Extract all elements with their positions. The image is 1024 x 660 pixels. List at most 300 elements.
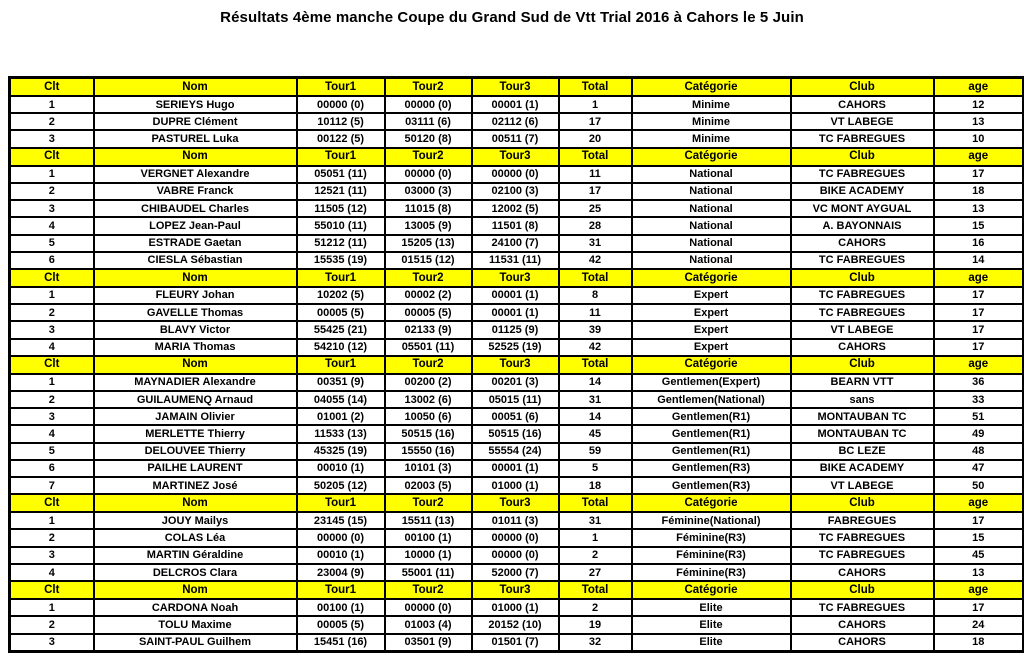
cell-clt: 1 [10,374,94,391]
cell-club: CAHORS [791,96,934,113]
cell-total: 31 [559,391,632,408]
cell-tour3: 00001 (1) [472,304,559,321]
cell-tour1: 11533 (13) [297,425,385,442]
cell-tour1: 00000 (0) [297,96,385,113]
cell-tour3: 00201 (3) [472,374,559,391]
column-header-age: age [934,78,1024,97]
table-row [10,634,1024,652]
cell-categorie: Minime [632,96,791,113]
cell-tour1: 00005 (5) [297,304,385,321]
cell-clt: 3 [10,547,94,564]
cell-tour1: 15451 (16) [297,634,385,652]
cell-clt: 6 [10,460,94,477]
column-header-club: Club [791,581,934,599]
column-header-age: age [934,269,1024,287]
cell-total: 11 [559,166,632,183]
cell-age: 49 [934,425,1024,442]
cell-tour2: 15205 (13) [385,235,472,252]
cell-club: BIKE ACADEMY [791,183,934,200]
cell-total: 17 [559,183,632,200]
cell-total: 28 [559,217,632,234]
column-header-nom: Nom [94,78,297,97]
cell-tour2: 15550 (16) [385,443,472,460]
cell-age: 45 [934,547,1024,564]
cell-tour1: 00010 (1) [297,547,385,564]
cell-clt: 5 [10,235,94,252]
column-header-nom: Nom [94,356,297,374]
cell-tour3: 01011 (3) [472,512,559,529]
table-row [10,130,1024,147]
cell-clt: 7 [10,477,94,494]
table-row [10,391,1024,408]
cell-nom: MAYNADIER Alexandre [94,374,297,391]
cell-tour1: 23145 (15) [297,512,385,529]
cell-total: 5 [559,460,632,477]
cell-total: 14 [559,374,632,391]
cell-total: 1 [559,529,632,546]
cell-nom: COLAS Léa [94,529,297,546]
page-title: Résultats 4ème manche Coupe du Grand Sud de Vtt Trial 2016 à Cahors le 5 Juin [220,9,804,26]
column-header-clt: Clt [10,148,94,166]
table-row [10,113,1024,130]
cell-club: CAHORS [791,339,934,356]
column-header-tour2: Tour2 [385,356,472,374]
cell-total: 31 [559,512,632,529]
table-row [10,408,1024,425]
cell-total: 32 [559,634,632,652]
cell-categorie: Gentlemen(National) [632,391,791,408]
cell-categorie: Expert [632,321,791,338]
cell-total: 8 [559,287,632,304]
cell-tour2: 50120 (8) [385,130,472,147]
cell-clt: 1 [10,287,94,304]
cell-tour3: 00000 (0) [472,166,559,183]
cell-clt: 2 [10,391,94,408]
section-header-row [10,78,1024,97]
cell-categorie: Gentlemen(Expert) [632,374,791,391]
cell-club: TC FABREGUES [791,252,934,269]
cell-total: 14 [559,408,632,425]
cell-age: 12 [934,96,1024,113]
cell-club: BEARN VTT [791,374,934,391]
cell-total: 45 [559,425,632,442]
cell-tour3: 52000 (7) [472,564,559,581]
cell-age: 17 [934,512,1024,529]
cell-nom: BLAVY Victor [94,321,297,338]
column-header-categorie: Catégorie [632,356,791,374]
section-header-row [10,269,1024,287]
cell-club: A. BAYONNAIS [791,217,934,234]
cell-categorie: Féminine(R3) [632,529,791,546]
section-header-row [10,148,1024,166]
cell-tour2: 02003 (5) [385,477,472,494]
cell-total: 2 [559,599,632,616]
cell-tour2: 03000 (3) [385,183,472,200]
cell-club: CAHORS [791,616,934,633]
cell-age: 18 [934,634,1024,652]
cell-categorie: National [632,252,791,269]
cell-tour1: 55010 (11) [297,217,385,234]
cell-club: FABREGUES [791,512,934,529]
cell-categorie: Féminine(R3) [632,547,791,564]
cell-clt: 4 [10,564,94,581]
results-table-body [10,78,1024,652]
cell-total: 27 [559,564,632,581]
cell-categorie: National [632,183,791,200]
column-header-tour2: Tour2 [385,581,472,599]
cell-tour3: 55554 (24) [472,443,559,460]
cell-nom: SAINT-PAUL Guilhem [94,634,297,652]
cell-nom: JOUY Mailys [94,512,297,529]
cell-nom: CIESLA Sébastian [94,252,297,269]
cell-total: 1 [559,96,632,113]
column-header-total: Total [559,581,632,599]
table-row [10,96,1024,113]
cell-categorie: Expert [632,304,791,321]
cell-categorie: National [632,166,791,183]
cell-tour2: 55001 (11) [385,564,472,581]
cell-tour3: 01125 (9) [472,321,559,338]
cell-tour1: 00000 (0) [297,529,385,546]
cell-nom: PAILHE LAURENT [94,460,297,477]
cell-tour1: 10202 (5) [297,287,385,304]
table-row [10,252,1024,269]
table-row [10,183,1024,200]
cell-club: MONTAUBAN TC [791,425,934,442]
cell-clt: 4 [10,339,94,356]
column-header-total: Total [559,356,632,374]
cell-age: 24 [934,616,1024,633]
cell-categorie: Gentlemen(R3) [632,477,791,494]
cell-nom: LOPEZ Jean-Paul [94,217,297,234]
cell-tour3: 02100 (3) [472,183,559,200]
cell-age: 36 [934,374,1024,391]
cell-clt: 2 [10,616,94,633]
cell-tour3: 52525 (19) [472,339,559,356]
cell-tour3: 11531 (11) [472,252,559,269]
cell-tour2: 00000 (0) [385,166,472,183]
column-header-tour1: Tour1 [297,581,385,599]
cell-club: CAHORS [791,564,934,581]
cell-total: 59 [559,443,632,460]
column-header-age: age [934,494,1024,512]
column-header-clt: Clt [10,356,94,374]
table-row [10,304,1024,321]
cell-clt: 4 [10,217,94,234]
column-header-club: Club [791,494,934,512]
cell-clt: 4 [10,425,94,442]
cell-age: 10 [934,130,1024,147]
cell-club: TC FABREGUES [791,599,934,616]
cell-club: TC FABREGUES [791,547,934,564]
column-header-age: age [934,356,1024,374]
cell-nom: MERLETTE Thierry [94,425,297,442]
cell-categorie: Gentlemen(R1) [632,408,791,425]
section-header-row [10,494,1024,512]
cell-categorie: National [632,217,791,234]
column-header-categorie: Catégorie [632,148,791,166]
cell-total: 42 [559,339,632,356]
cell-tour2: 03501 (9) [385,634,472,652]
column-header-categorie: Catégorie [632,269,791,287]
cell-tour2: 05501 (11) [385,339,472,356]
cell-club: CAHORS [791,235,934,252]
cell-nom: MARTINEZ José [94,477,297,494]
column-header-tour3: Tour3 [472,356,559,374]
column-header-age: age [934,581,1024,599]
cell-tour3: 00001 (1) [472,460,559,477]
cell-clt: 1 [10,599,94,616]
cell-categorie: Féminine(National) [632,512,791,529]
cell-tour1: 10112 (5) [297,113,385,130]
cell-nom: FLEURY Johan [94,287,297,304]
table-row [10,564,1024,581]
column-header-tour1: Tour1 [297,78,385,97]
cell-tour3: 24100 (7) [472,235,559,252]
cell-tour2: 00100 (1) [385,529,472,546]
cell-clt: 1 [10,166,94,183]
cell-categorie: Minime [632,130,791,147]
cell-age: 14 [934,252,1024,269]
cell-tour1: 50205 (12) [297,477,385,494]
cell-tour2: 10050 (6) [385,408,472,425]
cell-tour3: 05015 (11) [472,391,559,408]
cell-categorie: National [632,200,791,217]
cell-club: MONTAUBAN TC [791,408,934,425]
column-header-nom: Nom [94,148,297,166]
column-header-clt: Clt [10,78,94,97]
cell-age: 17 [934,599,1024,616]
cell-nom: GAVELLE Thomas [94,304,297,321]
cell-total: 31 [559,235,632,252]
column-header-categorie: Catégorie [632,494,791,512]
cell-age: 51 [934,408,1024,425]
table-row [10,460,1024,477]
column-header-total: Total [559,494,632,512]
cell-tour1: 00122 (5) [297,130,385,147]
table-row [10,287,1024,304]
cell-nom: CHIBAUDEL Charles [94,200,297,217]
cell-tour1: 12521 (11) [297,183,385,200]
cell-clt: 6 [10,252,94,269]
column-header-tour1: Tour1 [297,494,385,512]
cell-tour2: 00000 (0) [385,96,472,113]
cell-total: 25 [559,200,632,217]
cell-tour2: 50515 (16) [385,425,472,442]
column-header-clt: Clt [10,269,94,287]
cell-tour1: 23004 (9) [297,564,385,581]
cell-age: 48 [934,443,1024,460]
cell-clt: 3 [10,200,94,217]
cell-tour3: 01000 (1) [472,599,559,616]
table-row [10,443,1024,460]
cell-tour2: 01003 (4) [385,616,472,633]
column-header-tour3: Tour3 [472,494,559,512]
cell-categorie: Elite [632,616,791,633]
cell-tour1: 05051 (11) [297,166,385,183]
cell-total: 17 [559,113,632,130]
cell-total: 39 [559,321,632,338]
cell-club: sans [791,391,934,408]
cell-age: 16 [934,235,1024,252]
cell-club: TC FABREGUES [791,529,934,546]
cell-tour3: 11501 (8) [472,217,559,234]
cell-nom: CARDONA Noah [94,599,297,616]
cell-clt: 3 [10,408,94,425]
cell-nom: DELOUVEE Thierry [94,443,297,460]
table-row [10,235,1024,252]
table-row [10,425,1024,442]
column-header-nom: Nom [94,269,297,287]
cell-tour3: 01501 (7) [472,634,559,652]
cell-club: VT LABEGE [791,113,934,130]
cell-total: 19 [559,616,632,633]
table-row [10,529,1024,546]
cell-tour1: 51212 (11) [297,235,385,252]
cell-tour3: 00051 (6) [472,408,559,425]
cell-clt: 2 [10,529,94,546]
cell-nom: PASTUREL Luka [94,130,297,147]
cell-tour2: 02133 (9) [385,321,472,338]
cell-clt: 1 [10,96,94,113]
cell-nom: MARTIN Géraldine [94,547,297,564]
cell-tour1: 00010 (1) [297,460,385,477]
cell-categorie: National [632,235,791,252]
cell-age: 13 [934,113,1024,130]
column-header-tour1: Tour1 [297,356,385,374]
cell-categorie: Gentlemen(R1) [632,443,791,460]
column-header-categorie: Catégorie [632,581,791,599]
results-table [8,76,1024,653]
cell-tour1: 04055 (14) [297,391,385,408]
column-header-clt: Clt [10,581,94,599]
cell-age: 17 [934,339,1024,356]
cell-tour3: 00001 (1) [472,96,559,113]
table-row [10,477,1024,494]
cell-tour2: 00200 (2) [385,374,472,391]
cell-tour3: 00511 (7) [472,130,559,147]
cell-clt: 2 [10,113,94,130]
cell-clt: 2 [10,304,94,321]
cell-tour2: 13005 (9) [385,217,472,234]
column-header-clt: Clt [10,494,94,512]
table-row [10,166,1024,183]
cell-tour2: 15511 (13) [385,512,472,529]
cell-nom: SERIEYS Hugo [94,96,297,113]
cell-tour1: 11505 (12) [297,200,385,217]
cell-nom: MARIA Thomas [94,339,297,356]
cell-tour2: 13002 (6) [385,391,472,408]
cell-clt: 3 [10,321,94,338]
cell-tour3: 00001 (1) [472,287,559,304]
cell-nom: ESTRADE Gaetan [94,235,297,252]
column-header-total: Total [559,78,632,97]
cell-tour3: 20152 (10) [472,616,559,633]
cell-categorie: Expert [632,287,791,304]
cell-club: TC FABREGUES [791,166,934,183]
table-row [10,599,1024,616]
column-header-tour2: Tour2 [385,148,472,166]
column-header-nom: Nom [94,494,297,512]
cell-nom: GUILAUMENQ Arnaud [94,391,297,408]
cell-age: 13 [934,564,1024,581]
cell-tour2: 01515 (12) [385,252,472,269]
cell-age: 15 [934,217,1024,234]
cell-age: 50 [934,477,1024,494]
cell-total: 18 [559,477,632,494]
cell-tour1: 00100 (1) [297,599,385,616]
column-header-tour2: Tour2 [385,494,472,512]
cell-tour2: 00000 (0) [385,599,472,616]
cell-tour1: 00005 (5) [297,616,385,633]
cell-nom: DELCROS Clara [94,564,297,581]
cell-age: 13 [934,200,1024,217]
table-row [10,321,1024,338]
cell-tour3: 01000 (1) [472,477,559,494]
cell-clt: 3 [10,130,94,147]
cell-total: 42 [559,252,632,269]
cell-total: 11 [559,304,632,321]
column-header-tour3: Tour3 [472,581,559,599]
cell-club: TC FABREGUES [791,130,934,147]
cell-tour2: 00005 (5) [385,304,472,321]
column-header-tour3: Tour3 [472,269,559,287]
column-header-tour3: Tour3 [472,78,559,97]
column-header-tour1: Tour1 [297,269,385,287]
column-header-tour1: Tour1 [297,148,385,166]
table-row [10,200,1024,217]
cell-categorie: Minime [632,113,791,130]
cell-categorie: Elite [632,634,791,652]
cell-nom: DUPRE Clément [94,113,297,130]
cell-categorie: Elite [632,599,791,616]
cell-clt: 1 [10,512,94,529]
cell-tour2: 00002 (2) [385,287,472,304]
column-header-total: Total [559,269,632,287]
cell-tour3: 50515 (16) [472,425,559,442]
cell-clt: 2 [10,183,94,200]
cell-nom: VERGNET Alexandre [94,166,297,183]
cell-age: 33 [934,391,1024,408]
cell-tour1: 01001 (2) [297,408,385,425]
cell-nom: VABRE Franck [94,183,297,200]
cell-club: BIKE ACADEMY [791,460,934,477]
cell-club: VT LABEGE [791,477,934,494]
cell-tour3: 12002 (5) [472,200,559,217]
cell-club: TC FABREGUES [791,304,934,321]
cell-tour2: 11015 (8) [385,200,472,217]
cell-club: CAHORS [791,634,934,652]
column-header-categorie: Catégorie [632,78,791,97]
cell-clt: 3 [10,634,94,652]
cell-tour2: 10000 (1) [385,547,472,564]
column-header-age: age [934,148,1024,166]
column-header-tour2: Tour2 [385,78,472,97]
cell-club: TC FABREGUES [791,287,934,304]
table-row [10,616,1024,633]
table-row [10,547,1024,564]
column-header-club: Club [791,269,934,287]
cell-age: 17 [934,166,1024,183]
column-header-club: Club [791,356,934,374]
cell-tour1: 54210 (12) [297,339,385,356]
cell-age: 15 [934,529,1024,546]
cell-nom: JAMAIN Olivier [94,408,297,425]
cell-categorie: Gentlemen(R3) [632,460,791,477]
column-header-tour3: Tour3 [472,148,559,166]
cell-age: 17 [934,321,1024,338]
cell-tour3: 02112 (6) [472,113,559,130]
